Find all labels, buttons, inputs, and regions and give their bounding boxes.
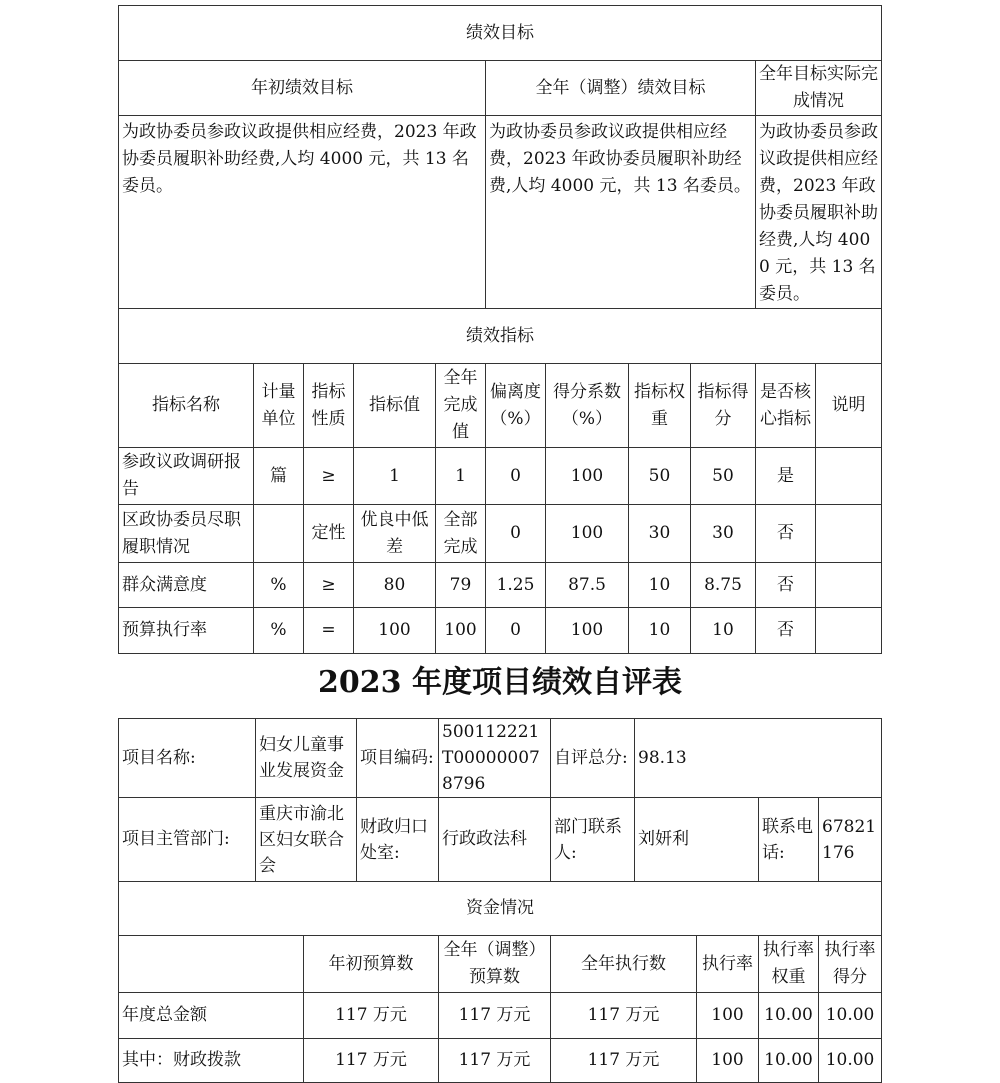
- funds-col-rate: 执行率: [697, 936, 759, 993]
- cell: 30: [629, 505, 691, 563]
- phone-label: 联系电话:: [759, 798, 819, 882]
- goal-section-header: 绩效目标: [119, 6, 882, 61]
- cell: %: [254, 563, 304, 608]
- performance-goal-table: [118, 5, 882, 654]
- cell: ≥: [304, 563, 354, 608]
- project-code: 500112221T000000078796: [439, 719, 551, 798]
- col-initial-goal: 年初绩效目标: [119, 61, 486, 116]
- cell: 0: [486, 505, 546, 563]
- cell: 年度总金额: [119, 993, 304, 1039]
- cell: 30: [691, 505, 756, 563]
- cell: 10.00: [819, 993, 882, 1039]
- cell: 10: [629, 563, 691, 608]
- project-self-eval-table: [118, 718, 882, 1083]
- cell: ≥: [304, 448, 354, 505]
- cell: 群众满意度: [119, 563, 254, 608]
- indicator-col-weight: 指标权重: [629, 364, 691, 448]
- funds-col-blank: [119, 936, 304, 993]
- cell: 0: [486, 608, 546, 654]
- cell: 定性: [304, 505, 354, 563]
- cell: 1.25: [486, 563, 546, 608]
- cell: 100: [436, 608, 486, 654]
- cell: 优良中低差: [354, 505, 436, 563]
- funds-col-initial: 年初预算数: [304, 936, 439, 993]
- adjusted-goal-text: 为政协委员参政议政提供相应经费，2023 年政协委员履职补助经费,人均 4000 元，共 13 名委员。: [486, 116, 756, 309]
- cell: 预算执行率: [119, 608, 254, 654]
- indicator-col-note: 说明: [816, 364, 882, 448]
- table-row: [119, 1039, 882, 1083]
- funds-col-executed: 全年执行数: [551, 936, 697, 993]
- form-title: 2023 年度项目绩效自评表: [318, 665, 682, 700]
- cell: 篇: [254, 448, 304, 505]
- indicator-section-header: 绩效指标: [119, 309, 882, 364]
- cell: 参政议政调研报告: [119, 448, 254, 505]
- self-score-label: 自评总分:: [551, 719, 635, 798]
- cell: 80: [354, 563, 436, 608]
- cell: 是: [756, 448, 816, 505]
- cell: 117 万元: [551, 1039, 697, 1083]
- project-code-label: 项目编码:: [357, 719, 439, 798]
- indicator-col-completed: 全年完成值: [436, 364, 486, 448]
- cell: 10: [691, 608, 756, 654]
- cell: 50: [629, 448, 691, 505]
- cell: [816, 563, 882, 608]
- col-adjusted-goal: 全年（调整）绩效目标: [486, 61, 756, 116]
- finance-office: 行政政法科: [439, 798, 551, 882]
- cell: 117 万元: [439, 993, 551, 1039]
- cell: 其中：财政拨款: [119, 1039, 304, 1083]
- indicator-col-name: 指标名称: [119, 364, 254, 448]
- funds-col-score: 执行率得分: [819, 936, 882, 993]
- project-name-label: 项目名称:: [119, 719, 256, 798]
- cell: 100: [546, 505, 629, 563]
- cell: 100: [354, 608, 436, 654]
- dept: 重庆市渝北区妇女联合会: [256, 798, 357, 882]
- table-row: [119, 505, 882, 563]
- cell: 117 万元: [551, 993, 697, 1039]
- project-name: 妇女儿童事业发展资金: [256, 719, 357, 798]
- indicator-col-core: 是否核心指标: [756, 364, 816, 448]
- cell: 1: [354, 448, 436, 505]
- col-actual-goal: 全年目标实际完成情况: [756, 61, 882, 116]
- cell: 79: [436, 563, 486, 608]
- indicator-col-score: 指标得分: [691, 364, 756, 448]
- cell: 否: [756, 505, 816, 563]
- phone: 67821176: [819, 798, 882, 882]
- funds-col-weight: 执行率权重: [759, 936, 819, 993]
- self-score: 98.13: [635, 719, 882, 798]
- cell: 0: [486, 448, 546, 505]
- cell: 10.00: [759, 1039, 819, 1083]
- funds-section-header: 资金情况: [119, 882, 882, 936]
- cell: [816, 608, 882, 654]
- cell: 50: [691, 448, 756, 505]
- cell: 100: [697, 993, 759, 1039]
- cell: 区政协委员尽职履职情况: [119, 505, 254, 563]
- contact-person-label: 部门联系人:: [551, 798, 635, 882]
- cell: 8.75: [691, 563, 756, 608]
- indicator-col-value: 指标值: [354, 364, 436, 448]
- cell: [816, 505, 882, 563]
- indicator-col-unit: 计量单位: [254, 364, 304, 448]
- table-row: [119, 563, 882, 608]
- cell: 1: [436, 448, 486, 505]
- cell: 100: [546, 448, 629, 505]
- dept-label: 项目主管部门:: [119, 798, 256, 882]
- funds-col-adjusted: 全年（调整）预算数: [439, 936, 551, 993]
- initial-goal-text: 为政协委员参政议政提供相应经费，2023 年政协委员履职补助经费,人均 4000 元，共 13 名委员。: [119, 116, 486, 309]
- cell: 100: [697, 1039, 759, 1083]
- cell: 否: [756, 608, 816, 654]
- indicator-col-deviation: 偏离度（%）: [486, 364, 546, 448]
- contact-person: 刘妍利: [635, 798, 759, 882]
- cell: 117 万元: [439, 1039, 551, 1083]
- actual-goal-text: 为政协委员参政议政提供相应经费，2023 年政协委员履职补助经费,人均 4000 元，共 13 名委员。: [756, 116, 882, 309]
- cell: 10: [629, 608, 691, 654]
- finance-office-label: 财政归口处室:: [357, 798, 439, 882]
- cell: 10.00: [819, 1039, 882, 1083]
- cell: 否: [756, 563, 816, 608]
- cell: 117 万元: [304, 993, 439, 1039]
- cell: 全部完成: [436, 505, 486, 563]
- cell: 87.5: [546, 563, 629, 608]
- indicator-col-coefficient: 得分系数（%）: [546, 364, 629, 448]
- table-row: [119, 448, 882, 505]
- cell: [254, 505, 304, 563]
- cell: [816, 448, 882, 505]
- cell: %: [254, 608, 304, 654]
- indicator-col-nature: 指标性质: [304, 364, 354, 448]
- cell: =: [304, 608, 354, 654]
- cell: 10.00: [759, 993, 819, 1039]
- cell: 100: [546, 608, 629, 654]
- table-row: [119, 993, 882, 1039]
- cell: 117 万元: [304, 1039, 439, 1083]
- table-row: [119, 608, 882, 654]
